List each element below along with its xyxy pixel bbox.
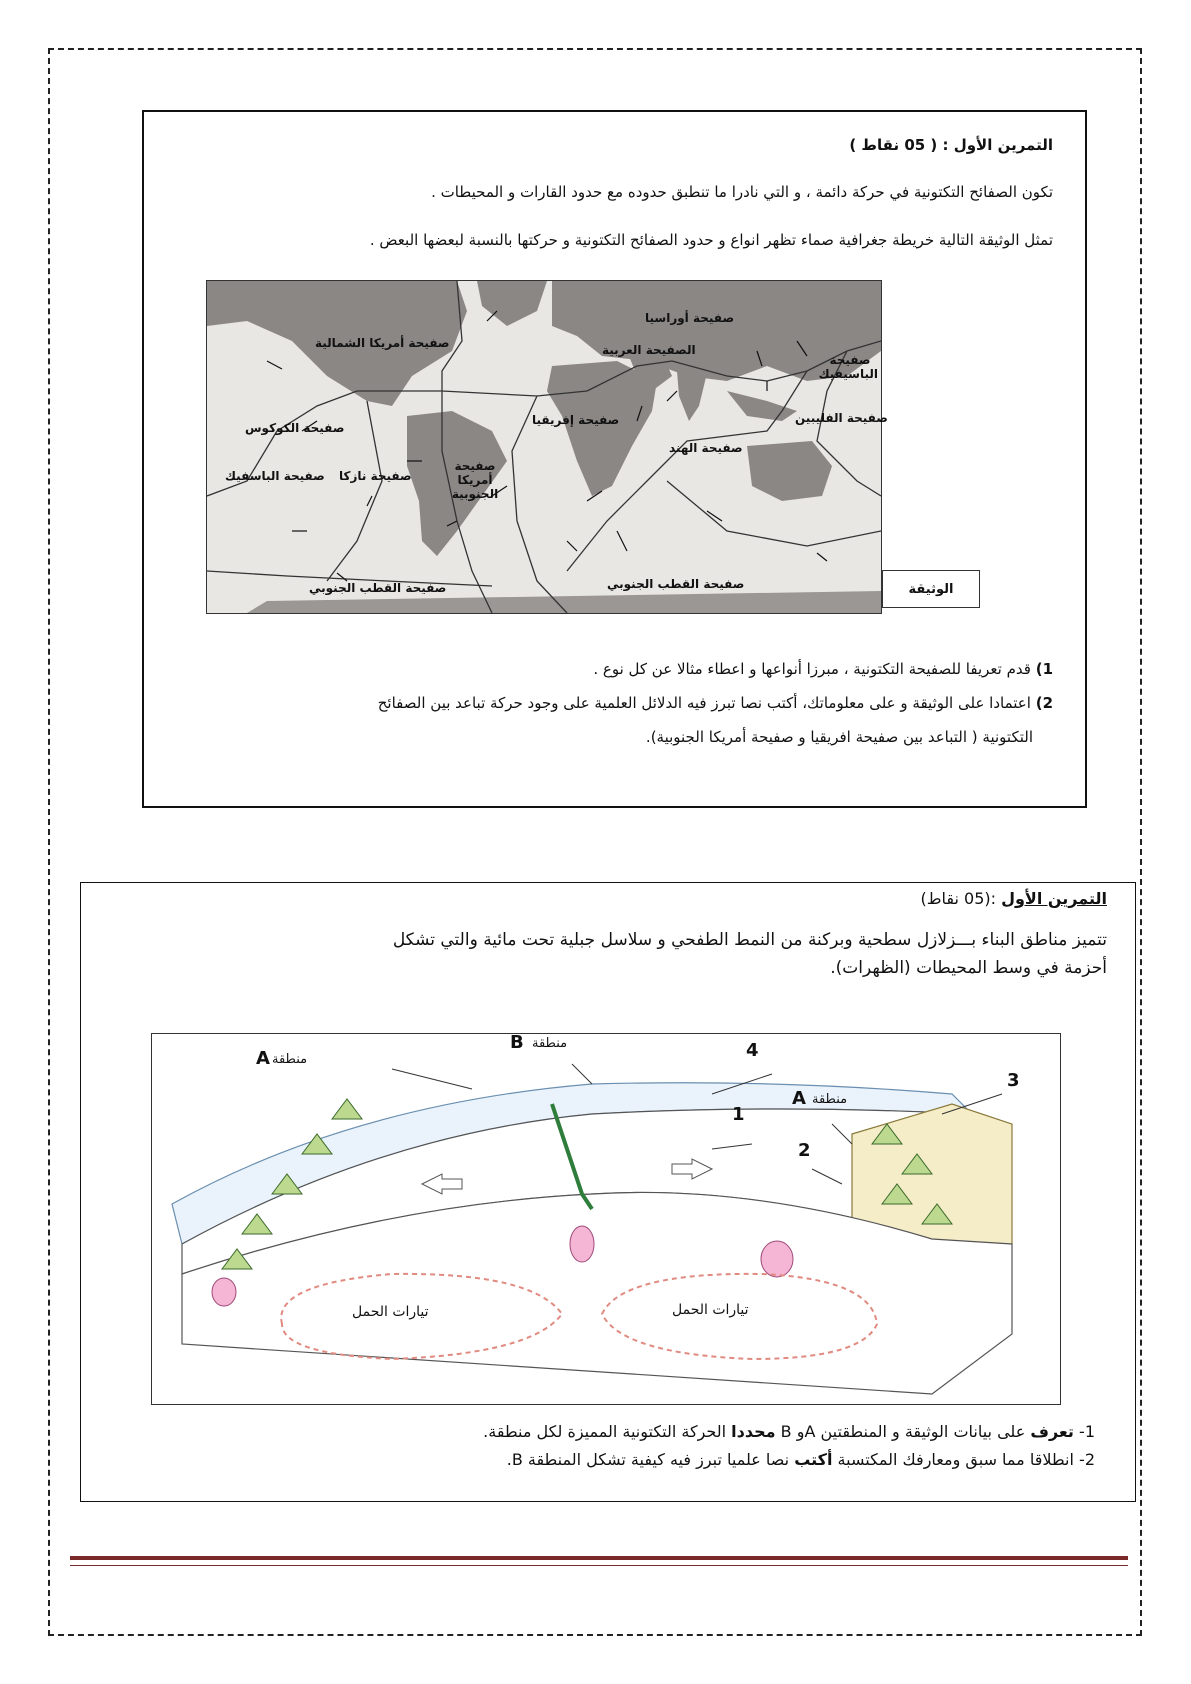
exercise-2-title-bold: التمرين الأول [1001,889,1107,908]
diagram-zone-b-label: منطقة [532,1036,568,1051]
diagram-zone-a-left-letter: A [256,1048,270,1069]
map-label-eurasia: صفيحة أوراسيا [645,311,735,325]
exercise-2-question-1 [95,1419,1095,1445]
tectonic-plates-map [206,280,888,614]
question-2-line-1: اعتمادا على الوثيقة و على معلوماتك، أكتب نصا تبرز فيه الدلائل العلمية على وجود حركة تباعد بين الصفائح [377,694,1031,712]
map-label-africa: صفيحة إفريقيا [532,413,620,427]
diagram-number-3: 3 [1007,1070,1020,1091]
map-label-pacific-right: صفيحة الباسيفيك [818,353,878,381]
question-2-number: 2) [1035,694,1053,712]
map-label-antarctic-right: صفيحة القطب الجنوبي [607,577,745,591]
diagram-number-1: 1 [732,1104,745,1125]
question-1-text: قدم تعريفا للصفيحة التكتونية ، مبرزا أنواعها و اعطاء مثالا عن كل نوع . [593,660,1031,678]
diagram-convection-label-right: تيارات الحمل [672,1302,749,1318]
diagram-zone-b-letter: B [510,1032,524,1053]
map-label-nazca: صفيحة نازكا [339,469,412,483]
diagram-zone-a-right-letter: A [792,1088,806,1109]
ex2-question-2-number: 2- [1079,1450,1095,1469]
question-2-line-2: التكتونية ( التباعد بين صفيحة افريقيا و صفيحة أمريكا الجنوبية). [645,728,1033,746]
ex2-question-2-part-1: انطلاقا مما سبق ومعارفك المكتسبة [832,1450,1074,1469]
map-label-cocos: صفيحة الكوكوس [245,421,345,435]
ex2-question-1-number: 1- [1079,1422,1095,1441]
map-label-india: صفيحة الهند [669,441,743,455]
exercise-2-intro-1: تتميز مناطق البناء بـــزلازل سطحية وبركنة من النمط الطفحي و سلاسل جبلية تحت مائية والتي تشكل [392,930,1107,950]
exercise-1-question-2 [173,692,1053,714]
map-label-north-america: صفيحة أمريكا الشمالية [315,336,450,350]
diagram-convection-label-left: تيارات الحمل [352,1304,429,1320]
exercise-2-intro-2: أحزمة في وسط المحيطات (الظهرات). [830,958,1107,978]
document-tag: الوثيقة [882,570,980,608]
ex2-question-1-part-2: الحركة التكتونية المميزة لكل منطقة. [483,1422,732,1441]
map-label-philippine: صفيحة الفليبين [795,411,888,425]
ex2-question-1-verb-2: محددا [731,1422,776,1441]
diagram-number-4: 4 [746,1040,759,1061]
oceanic-ridge-diagram [151,1033,1061,1405]
map-label-antarctic-left: صفيحة القطب الجنوبي [309,581,447,595]
map-label-pacific-left: صفيحة الباسفيك [225,469,325,483]
exercise-2-box [80,882,1136,1502]
diagram-zone-a-right-label: منطقة [812,1092,848,1107]
exercise-2-title-points: :(05 نقاط) [920,889,1002,908]
exercise-1-question-1 [173,658,1053,680]
map-label-arabia: الصفيحة العربية [602,343,696,357]
block-diagram-graphic [152,1034,1060,1404]
exercise-1-intro-1: تكون الصفائح التكتونية في حركة دائمة ، و التي نادرا ما تنطبق حدوده مع حدود القارات و المحيطات . [431,183,1053,201]
exercise-1-title: التمرين الأول : ( 05 نقاط ) [849,136,1053,154]
diagram-number-2: 2 [798,1140,811,1161]
question-1-number: 1) [1035,660,1053,678]
exercise-1-box [142,110,1087,808]
diagram-zone-a-left-label: منطقة [272,1052,308,1067]
ex2-question-1-verb: تعرف [1030,1422,1074,1441]
ex2-question-2-verb: أكتب [794,1450,833,1469]
ex2-question-2-part-2: نصا علميا تبرز فيه كيفية تشكل المنطقة B. [506,1450,795,1469]
world-map-graphic [207,281,881,613]
exercise-2-title [920,889,1107,908]
footer-rule [70,1556,1128,1566]
map-label-south-america: صفيحة أمريكا الجنوبية [451,459,499,501]
exercise-1-intro-2: تمثل الوثيقة التالية خريطة جغرافية صماء تظهر انواع و حدود الصفائح التكتونية و حركتها بالنسبة لبعضها البعض . [369,231,1053,249]
ex2-question-1-part-1: على بيانات الوثيقة و المنطقتين Aو B [775,1422,1031,1441]
exercise-2-question-2 [95,1447,1095,1473]
